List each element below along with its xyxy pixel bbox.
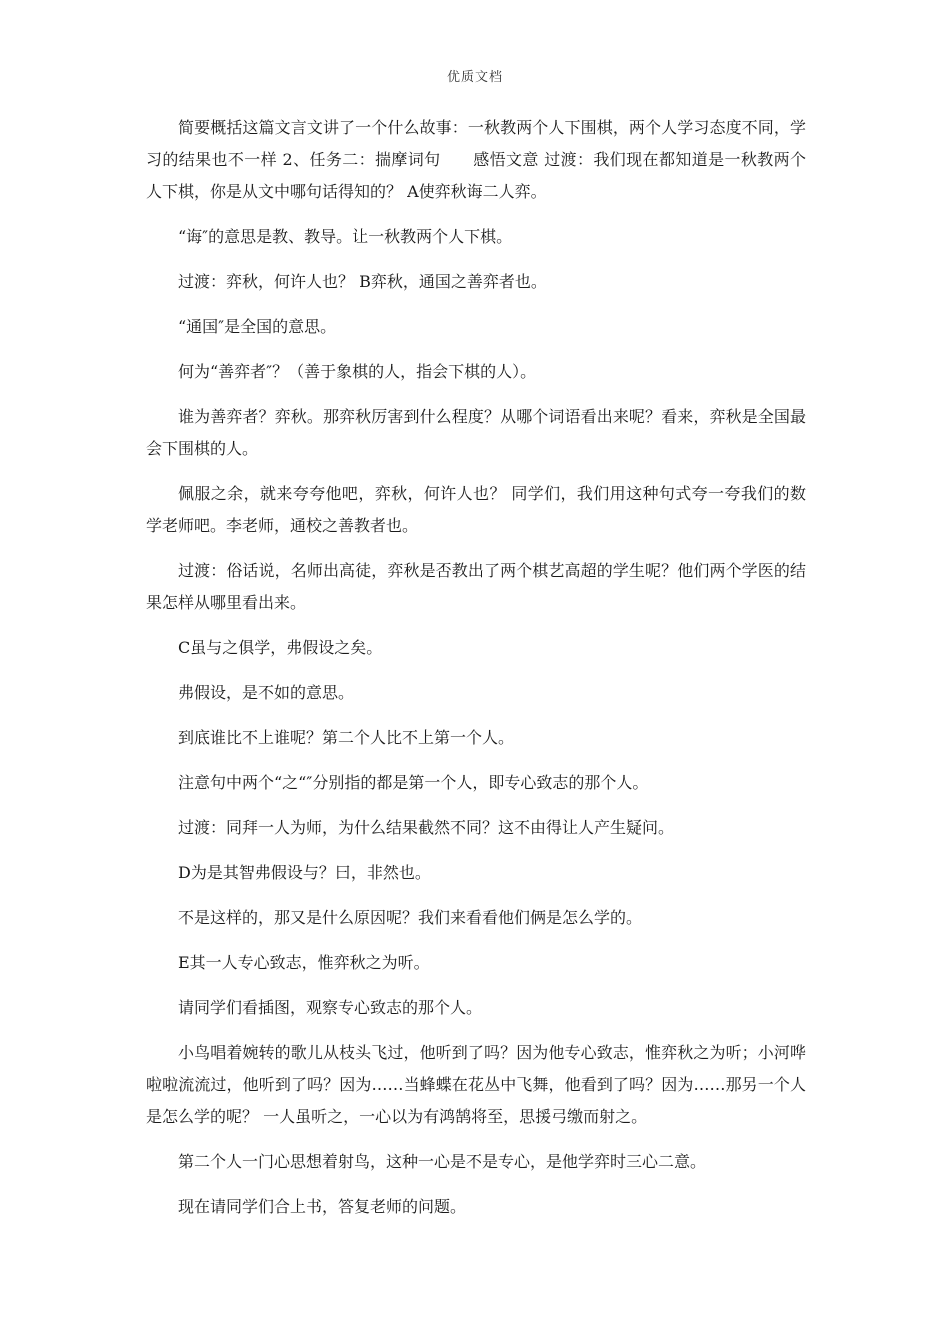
paragraph: 谁为善弈者？弈秋。那弈秋厉害到什么程度？从哪个词语看出来呢？看来，弈秋是全国最会下围棋的人。	[146, 407, 806, 458]
paragraph: 佩服之余，就来夸夸他吧，弈秋，何许人也？ 同学们，我们用这种句式夸一夸我们的数学老师吧。李老师，通校之善教者也。	[146, 484, 806, 535]
paragraph: 小鸟唱着婉转的歌儿从枝头飞过，他听到了吗？因为他专心致志，惟弈秋之为听；小河哗啦啦流流过，他听到了吗？因为……当蜂蝶在花丛中飞舞，他看到了吗？因为……那另一个人是怎么学的呢？ 一人虽听之，一心以为有鸿鹄将至，思援弓缴而射之。	[146, 1043, 806, 1126]
paragraph: 不是这样的，那又是什么原因呢？我们来看看他们俩是怎么学的。	[178, 908, 643, 927]
paragraph: 到底谁比不上谁呢？第二个人比不上第一个人。	[178, 728, 515, 747]
paragraph: “诲″的意思是教、教导。让一秋教两个人下棋。	[178, 227, 513, 246]
document-body	[146, 112, 806, 1236]
paragraph: “通国″是全国的意思。	[178, 317, 337, 336]
paragraph: 何为“善弈者″？（善于象棋的人，指会下棋的人）。	[178, 362, 537, 381]
paragraph: E其一人专心致志，惟弈秋之为听。	[178, 953, 430, 972]
paragraph: 简要概括这篇文言文讲了一个什么故事：一秋教两个人下围棋，两个人学习态度不同，学习的结果也不一样 2、任务二：揣摩词句 感悟文意 过渡：我们现在都知道是一秋教两个人下棋，你是从文中哪句话得知的？ A使弈秋诲二人弈。	[146, 118, 806, 201]
paragraph: 过渡：同拜一人为师，为什么结果截然不同？这不由得让人产生疑问。	[178, 818, 675, 837]
page-header: 优质文档	[446, 70, 503, 85]
paragraph: C虽与之俱学，弗假设之矣。	[178, 638, 383, 657]
paragraph: 请同学们看插图，观察专心致志的那个人。	[178, 998, 483, 1017]
paragraph: 过渡：俗话说，名师出高徒，弈秋是否教出了两个棋艺高超的学生呢？他们两个学医的结果怎样从哪里看出来。	[146, 561, 806, 612]
paragraph: 注意句中两个“之“″分别指的都是第一个人，即专心致志的那个人。	[178, 773, 649, 792]
paragraph: D为是其智弗假设与？曰，非然也。	[178, 863, 431, 882]
paragraph: 现在请同学们合上书，答复老师的问题。	[178, 1197, 467, 1216]
paragraph: 过渡：弈秋，何许人也？ B弈秋，通国之善弈者也。	[178, 272, 547, 291]
paragraph: 第二个人一门心思想着射鸟，这种一心是不是专心，是他学弈时三心二意。	[178, 1152, 707, 1171]
paragraph: 弗假设，是不如的意思。	[178, 683, 355, 702]
